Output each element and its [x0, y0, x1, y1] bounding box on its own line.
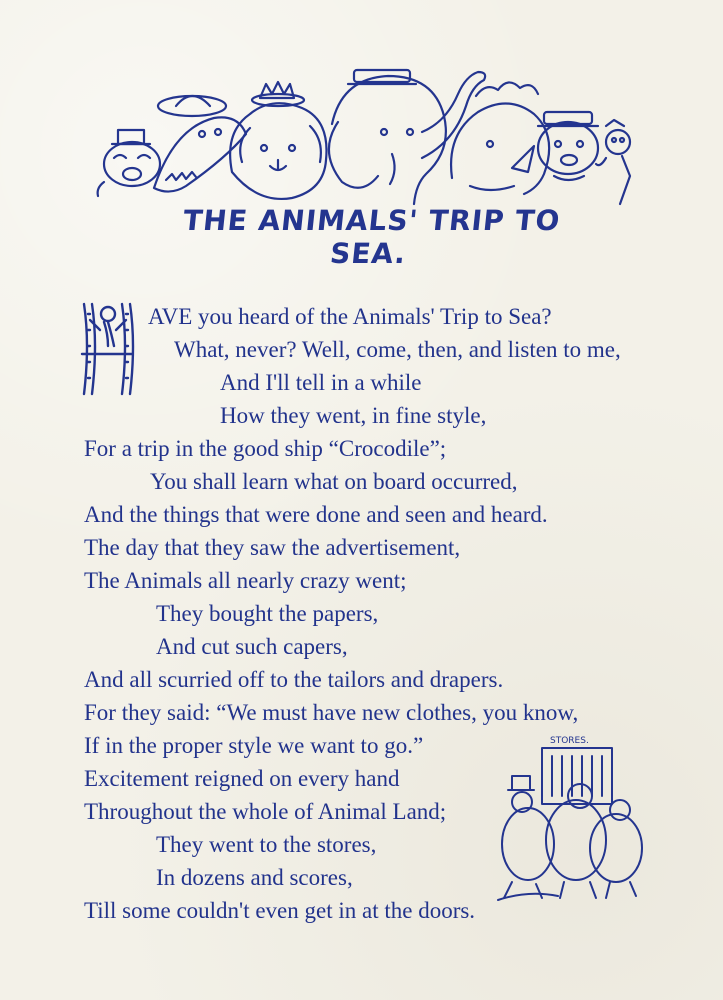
page-title: THE ANIMALS' TRIP TO SEA.: [181, 204, 562, 270]
poem-line: If in the proper style we want to go.”: [84, 733, 424, 758]
poem-line: For they said: “We must have new clothes, you know,: [84, 700, 579, 725]
poem-line: They bought the papers,: [156, 601, 379, 626]
poem-line: And I'll tell in a while: [220, 370, 422, 395]
poem-line: For a trip in the good ship “Crocodile”;: [84, 436, 447, 461]
poem-line: They went to the stores,: [156, 832, 377, 857]
poem-line: How they went, in fine style,: [220, 403, 487, 428]
poem-line: Till some couldn't even get in at the doors.: [84, 898, 476, 923]
poem-line: AVE you heard of the Animals' Trip to Sea?: [148, 304, 552, 329]
stores-crowd-illustration: [492, 732, 662, 902]
poem-line: And the things that were done and seen and heard.: [84, 502, 548, 527]
poem-line: In dozens and scores,: [156, 865, 353, 890]
poem-line: And cut such capers,: [156, 634, 348, 659]
poem-line: What, never? Well, come, then, and listen to me,: [174, 337, 621, 362]
poem-line: Throughout the whole of Animal Land;: [84, 799, 447, 824]
poem-line: The Animals all nearly crazy went;: [84, 568, 407, 593]
poem-line: The day that they saw the advertisement,: [84, 535, 461, 560]
poem-line: Excitement reigned on every hand: [84, 766, 400, 791]
stores-sign: STORES.: [550, 736, 589, 746]
poem-line: And all scurried off to the tailors and drapers.: [84, 667, 504, 692]
poem-line: You shall learn what on board occurred,: [150, 469, 518, 494]
